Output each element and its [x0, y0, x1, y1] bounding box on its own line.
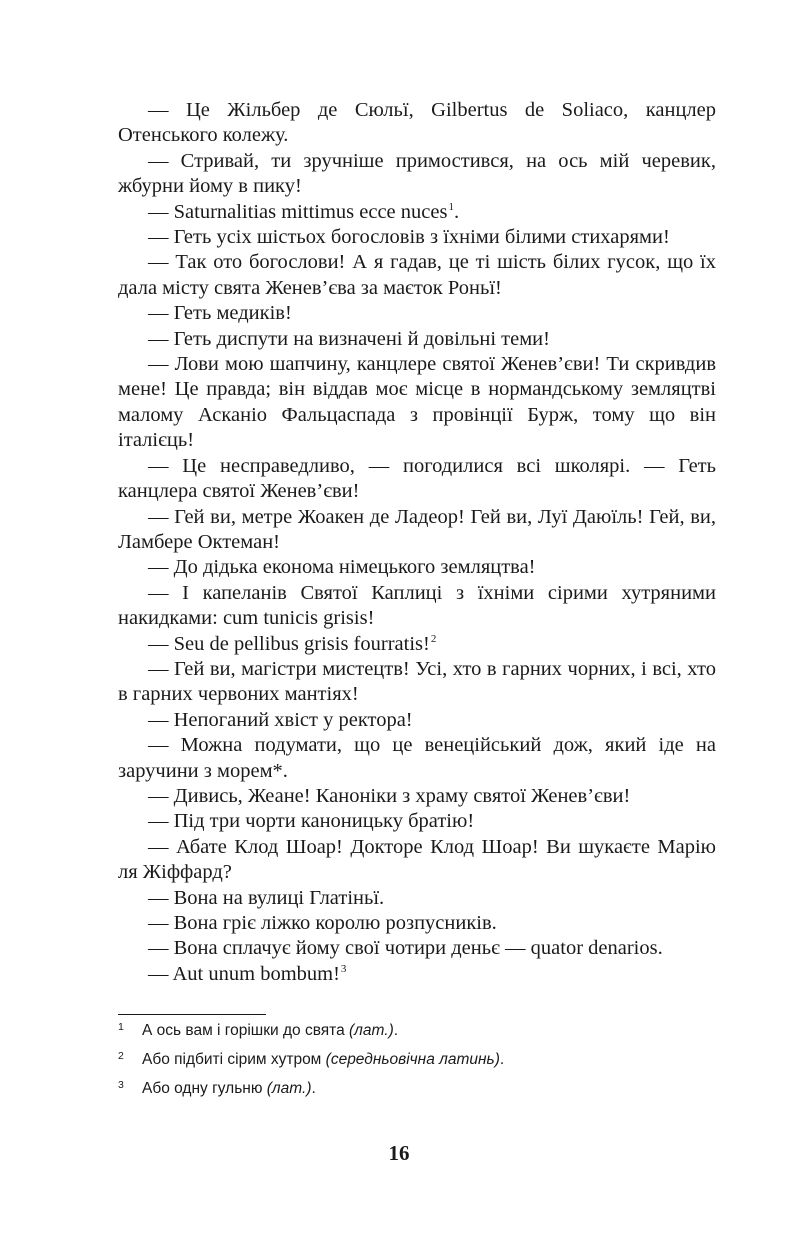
footnote-number: 2 [118, 1050, 124, 1062]
paragraph: — Гей ви, метре Жоакен де Ладеор! Гей ви, Луї Даюїль! Гей, ви, Ламбере Октеман! [118, 505, 716, 553]
paragraph: — Лови мою шапчину, канцлере святої Женев’єви! Ти скривдив мене! Це правда; він віддав моє місце в нормандському земляцтві малому Асканіо Фальцаспада з провінції Бурж, тому що він італієць! [118, 353, 716, 452]
paragraph: — Saturnalitias mittimus ecce nuces$^1$. [148, 200, 460, 223]
paragraph: — Можна подумати, що це венеційський дож, який іде на заручини з морем*. [118, 734, 716, 782]
paragraph: — Під три чорти каноницьку братію! [148, 810, 475, 833]
paragraph: — Геть диспути на визначені й довільні теми! [148, 327, 550, 350]
paragraph: — Гей ви, магістри мистецтв! Усі, хто в гарних чорних, і всі, хто в гарних червоних мантіях! [118, 657, 716, 706]
footnote-number: 1 [118, 1021, 124, 1033]
paragraph: — Геть медиків! [148, 302, 292, 325]
footnote [118, 1045, 716, 1074]
footnotes [118, 1016, 716, 1103]
paragraph: — Вона сплачує йому свої чотири деньє — quator denarios. [148, 937, 663, 960]
footnote-text: Або підбиті сірим хутром (середньовічна латинь). [142, 1051, 505, 1068]
footnote-text: А ось вам і горішки до свята (лат.). [142, 1022, 399, 1039]
paragraph: — Це Жільбер де Сюльї, Gilbertus de Soliaco, канцлер Отенського колежу. [118, 99, 716, 147]
footnote-text: Або одну гульню (лат.). [142, 1080, 316, 1097]
footnote [118, 1016, 716, 1045]
footnote-separator [118, 1014, 266, 1015]
paragraph: — Вона гріє ліжко королю розпусників. [148, 912, 497, 934]
main-text [118, 98, 716, 987]
book-page [118, 98, 716, 987]
footnote [118, 1074, 716, 1103]
footnote-marker: 1 [448, 200, 454, 213]
footnote-marker: 2 [430, 632, 437, 645]
paragraph: — Абате Клод Шоар! Докторе Клод Шоар! Ви шукаєте Марію ля Жіффард? [118, 835, 716, 884]
paragraph: — Геть усіх шістьох богословів з їхніми білими стихарями! [148, 226, 670, 249]
paragraph: — Seu de pellibus grisis fourratis!$^2$ [148, 632, 437, 655]
paragraph: — Непоганий хвіст у ректора! [148, 708, 413, 731]
footnote-number: 3 [118, 1079, 124, 1091]
paragraph: — Так ото богослови! А я гадав, це ті шість білих гусок, що їх дала місту свята Женев’єва за маєток Роньї! [118, 251, 716, 299]
paragraph: — До дідька економа німецького земляцтва! [148, 556, 536, 579]
paragraph: — Дивись, Жеане! Каноніки з храму святої Женев’єви! [148, 784, 631, 807]
page-number: 16 [388, 1141, 410, 1165]
footnote-marker: 3 [340, 962, 347, 975]
paragraph: — І капеланів Святої Каплиці з їхніми сірими хутряними накидками: cum tunicis grisis! [118, 581, 716, 630]
paragraph: — Стривай, ти зручніше примостився, на ось мій черевик, жбурни йому в пику! [118, 149, 716, 198]
paragraph: — Вона на вулиці Глатіньї. [148, 886, 385, 909]
paragraph: — Aut unum bombum!$^3$ [148, 962, 347, 985]
paragraph: — Це несправедливо, — погодилися всі школярі. — Геть канцлера святої Женев’єви! [118, 454, 716, 503]
